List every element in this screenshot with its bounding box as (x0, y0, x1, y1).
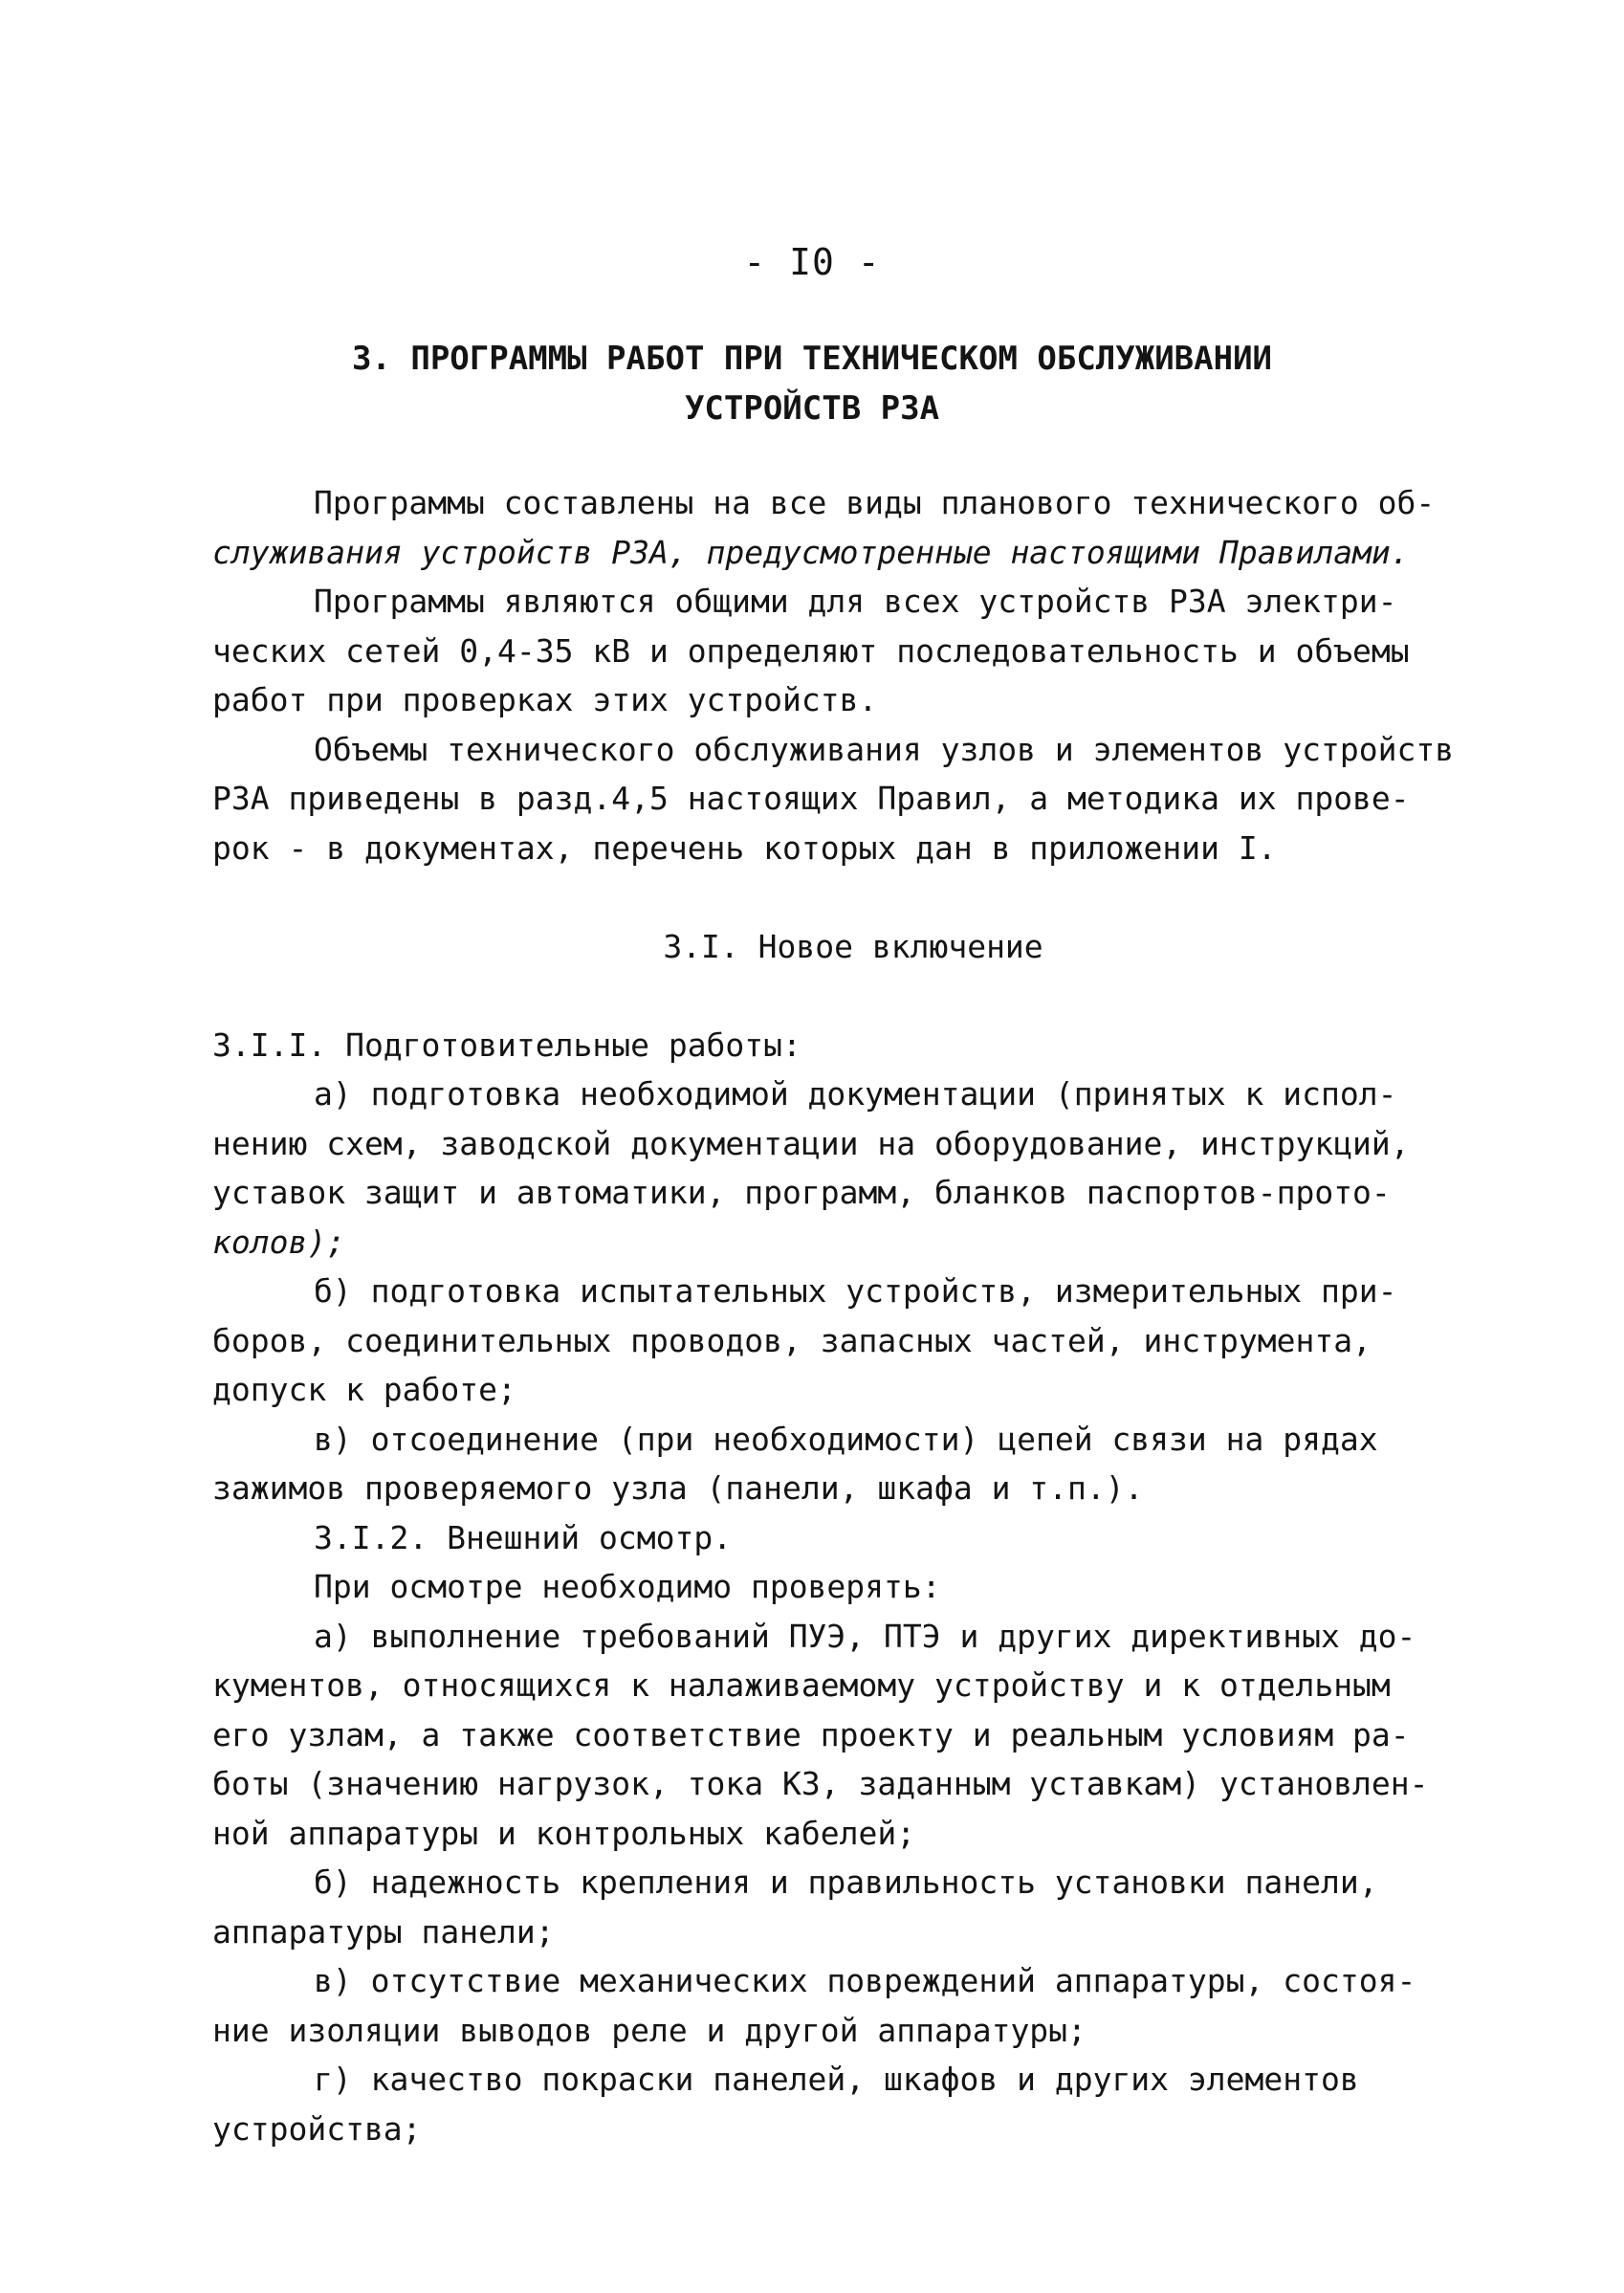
list-item: г) качество покраски панелей, шкафов и других элементов (314, 2061, 1359, 2098)
paragraph-title: 3.I.2. Внешний осмотр. (314, 1518, 733, 1556)
list-item-continuation: ние изоляции выводов реле и другой аппаратуры; (212, 2011, 1086, 2049)
list-item: в) отсоединение (при необходимости) цепей связи на рядах (314, 1420, 1378, 1458)
intro-line: работ при проверках этих устройств. (212, 681, 878, 718)
intro-line: Объемы технического обслуживания узлов и элементов устройств (314, 730, 1455, 768)
paragraph-lead: При осмотре необходимо проверять: (314, 1568, 941, 1605)
list-item-continuation: допуск к работе; (212, 1371, 516, 1408)
intro-line: Программы являются общими для всех устройств РЗА электри- (314, 583, 1397, 620)
list-item: а) подготовка необходимой документации (принятых к испол- (314, 1075, 1397, 1113)
list-item-continuation: аппаратуры панели; (212, 1912, 555, 1951)
list-item: б) подготовка испытательных устройств, измерительных при- (314, 1272, 1397, 1310)
list-item-continuation: ной аппаратуры и контрольных кабелей; (212, 1814, 916, 1852)
section-title-line2: УСТРОЙСТВ РЗА (684, 389, 940, 428)
intro-line: рок - в документах, перечень которых дан в приложении I. (212, 828, 1277, 867)
intro-line: Программы составлены на все виды планового технического об- (314, 484, 1436, 521)
list-item-continuation: боты (значению нагрузок, тока КЗ, заданным уставкам) установлен- (212, 1765, 1429, 1802)
spacer (212, 971, 1494, 1021)
list-item-continuation: нению схем, заводской документации на оборудование, инструкций, (212, 1124, 1410, 1162)
spacer (212, 872, 1494, 922)
list-item-continuation: устройства; (212, 2109, 422, 2148)
intro-line: ческих сетей 0,4-35 кВ и определяют последовательность и объемы (212, 631, 1410, 670)
section-title-line1: 3. ПРОГРАММЫ РАБОТ ПРИ ТЕХНИЧЕСКОМ ОБСЛУЖИВАНИИ (351, 340, 1273, 378)
list-item-continuation: уставок защит и автоматики, программ, бланков паспортов-прото- (212, 1174, 1391, 1211)
list-item-continuation: боров, соединительных проводов, запасных частей, инструмента, (212, 1321, 1372, 1359)
list-item-continuation: его узлам, а также соответствие проекту и реальным условиям ра- (212, 1715, 1410, 1753)
intro-line: РЗА приведены в разд.4,5 настоящих Правил, а методика их прове- (212, 780, 1410, 817)
list-item: б) надежность крепления и правильность установки панели, (314, 1863, 1378, 1901)
list-item-continuation: кументов, относящихся к налаживаемому устройству и к отдельным (212, 1666, 1391, 1704)
paragraph-title: 3.I.I. Подготовительные работы: (212, 1025, 801, 1064)
body-text (212, 478, 1494, 2153)
list-item-continuation: колов); (212, 1223, 346, 1261)
list-item: а) выполнение требований ПУЭ, ПТЭ и других директивных до- (314, 1617, 1416, 1655)
list-item: в) отсутствие механических повреждений аппаратуры, состоя- (314, 1962, 1416, 1999)
intro-line: служивания устройств РЗА, предусмотренные настоящими Правилами. (212, 533, 1410, 571)
subsection-title: 3.I. Новое включение (663, 927, 1043, 965)
page-number: - I0 - (743, 241, 881, 283)
list-item-continuation: зажимов проверяемого узла (панели, шкафа и т.п.). (212, 1469, 1144, 1507)
